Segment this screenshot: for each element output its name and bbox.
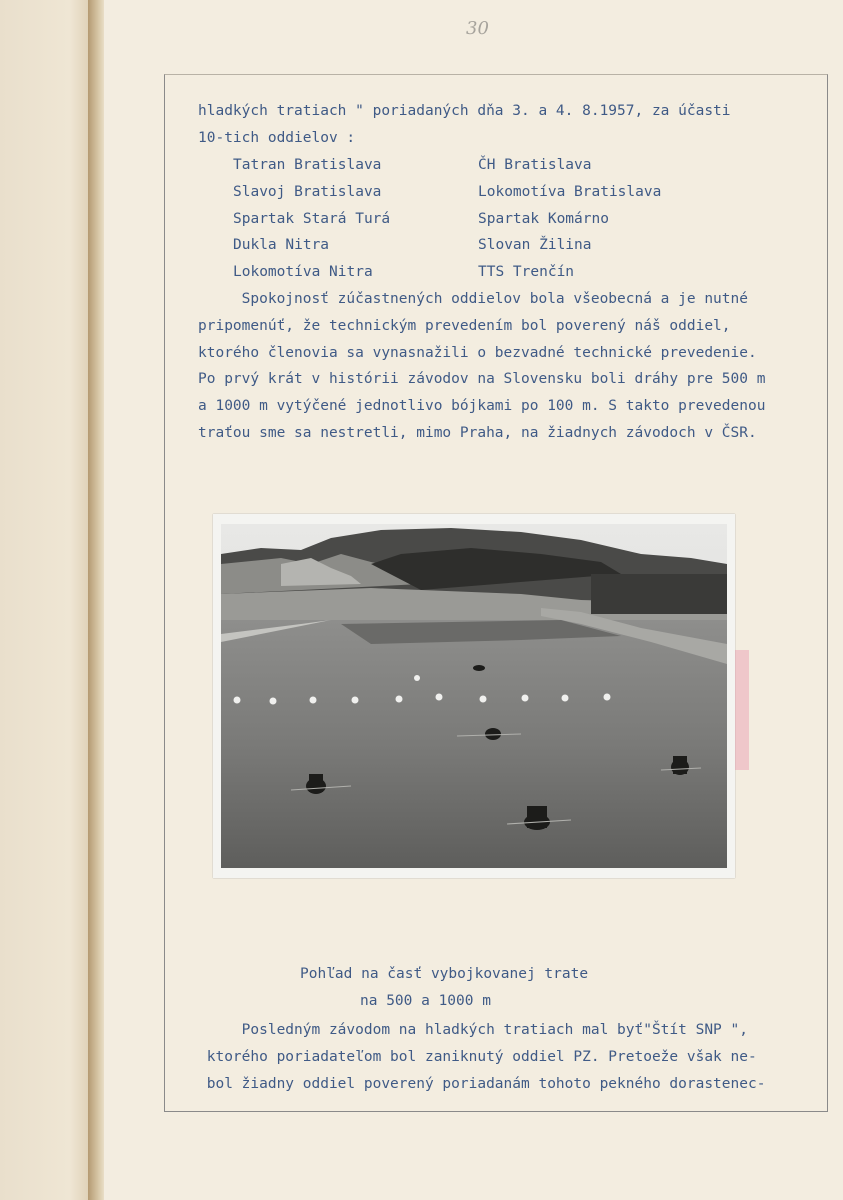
caption-line: na 500 a 1000 m [360, 992, 491, 1009]
club-row [233, 179, 733, 206]
club-name: Slavoj Bratislava [233, 183, 382, 200]
paragraph-line: a 1000 m vytýčené jednotlivo bójkami po 100 m. S takto prevedenou [198, 398, 766, 415]
closing-line: bol žiadny oddiel poverený poriadanám tohoto pekného dorastenec- [198, 1075, 766, 1092]
previous-page [0, 0, 100, 1200]
intro-text [198, 98, 818, 152]
page-number: 30 [466, 18, 489, 39]
pink-mark [735, 650, 749, 770]
club-name: Spartak Komárno [478, 210, 609, 227]
satisfaction-paragraph [198, 286, 822, 447]
intro-line: 10-tich oddielov : [198, 129, 356, 146]
photo-caption [300, 961, 660, 1015]
club-row [233, 232, 733, 259]
lake-canoe-photo [221, 524, 727, 868]
club-row [233, 206, 733, 233]
intro-line: hladkých tratiach " poriadaných dňa 3. a 4. 8.1957, za účasti [198, 103, 731, 119]
club-row [233, 152, 733, 179]
paragraph-line: traťou sme sa nestretli, mimo Praha, na žiadnych závodoch v ČSR. [198, 424, 757, 441]
closing-line: ktorého poriadateľom bol zaniknutý oddiel PZ. Pretoeže však ne- [198, 1048, 757, 1065]
club-name: ČH Bratislava [478, 157, 592, 173]
race-course-photo [213, 514, 735, 878]
closing-paragraph [198, 1017, 822, 1097]
club-name: Lokomotíva Bratislava [478, 183, 662, 200]
closing-line: Posledným závodom na hladkých tratiach mal byť"Štít SNP ", [198, 1022, 748, 1038]
paragraph-line: Po prvý krát v histórii závodov na Slovensku boli dráhy pre 500 m [198, 371, 766, 388]
club-name: Spartak Stará Turá [233, 210, 391, 227]
paragraph-line: pripomenúť, že technickým prevedením bol poverený náš oddiel, [198, 317, 731, 334]
club-name: Slovan Žilina [478, 237, 592, 254]
paragraph-line: ktorého členovia sa vynasnažili o bezvadné technické prevedenie. [198, 344, 757, 361]
club-name: Dukla Nitra [233, 237, 330, 254]
paragraph-line: Spokojnosť zúčastnených oddielov bola všeobecná a je nutné [198, 291, 748, 307]
club-name: Tatran Bratislava [233, 157, 382, 173]
club-list [233, 152, 733, 286]
club-name: TTS Trenčín [478, 264, 575, 281]
caption-line: Pohľad na časť vybojkovanej trate [300, 966, 589, 982]
club-name: Lokomotíva Nitra [233, 264, 373, 281]
club-row [233, 259, 733, 286]
